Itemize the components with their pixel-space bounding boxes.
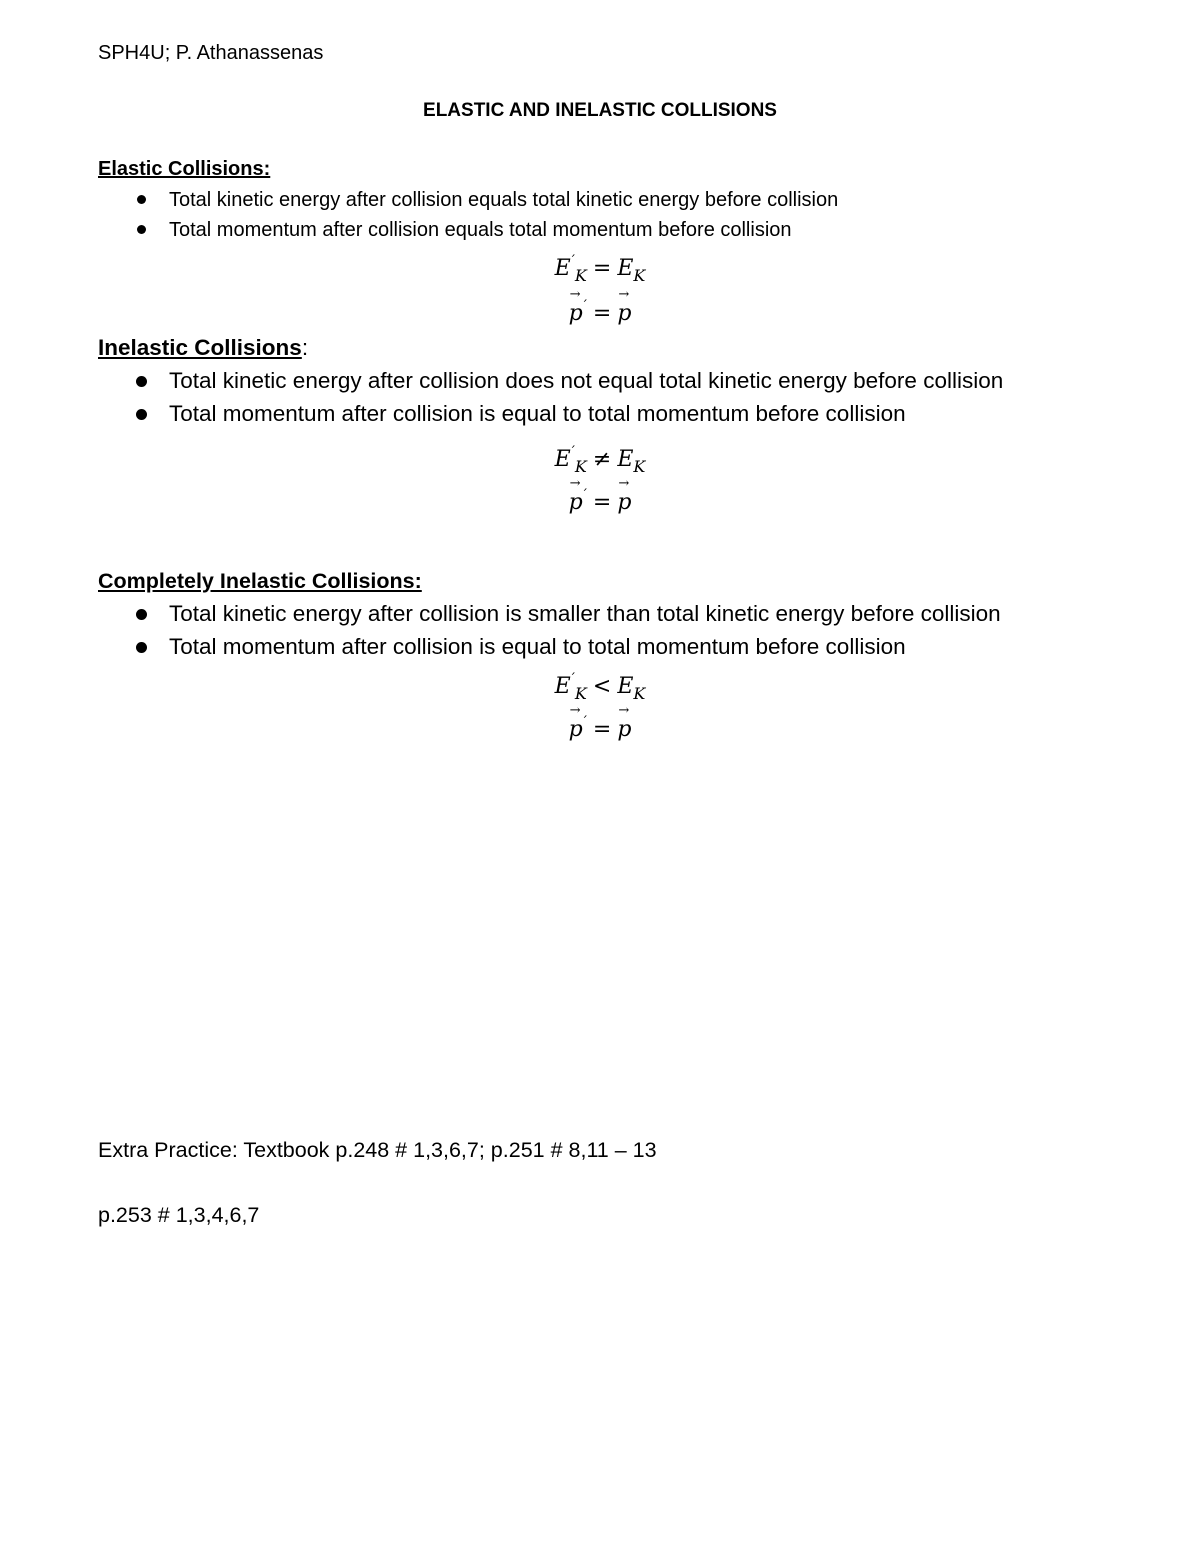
list-item: [130, 631, 1001, 664]
bullet-icon: [137, 225, 146, 234]
eq-vector-symbol: → p: [569, 717, 583, 742]
equation-kinetic-energy: [0, 444, 1200, 476]
eq-subscript: K: [574, 266, 587, 285]
list-item: [130, 185, 838, 215]
eq-prime: ′: [571, 671, 575, 687]
eq-prime: ′: [583, 714, 587, 730]
completely-inelastic-bullet-list: [130, 598, 1001, 663]
bullet-text: Total kinetic energy after collision is smaller than total kinetic energy before collision: [169, 601, 1001, 626]
list-item: [130, 598, 1001, 631]
eq-subscript: K: [633, 266, 646, 285]
heading-text: Elastic Collisions:: [98, 158, 271, 180]
bullet-text: Total kinetic energy after collision equals total kinetic energy before collision: [169, 189, 839, 211]
eq-vector-symbol: → p: [569, 301, 583, 326]
heading-text: Inelastic Collisions: [98, 335, 302, 360]
bullet-text: Total momentum after collision is equal to total momentum before collision: [169, 633, 906, 659]
eq-subscript: K: [574, 684, 587, 703]
page-title: ELASTIC AND INELASTIC COLLISIONS: [423, 100, 777, 121]
eq-symbol: E: [617, 447, 634, 472]
heading-suffix: :: [301, 335, 309, 360]
eq-symbol: E: [617, 256, 634, 281]
eq-relation: <: [592, 674, 612, 699]
inelastic-bullet-list: [130, 365, 1003, 430]
extra-practice-line: Extra Practice: Textbook p.248 # 1,3,6,7; p.251 # 8,11 – 13: [98, 1138, 657, 1162]
section-heading-elastic: [98, 158, 270, 181]
eq-relation: ≠: [592, 447, 612, 472]
eq-subscript: K: [633, 684, 646, 703]
bullet-icon: [136, 642, 147, 653]
equation-kinetic-energy: [0, 253, 1200, 285]
eq-prime: ′: [571, 253, 575, 269]
eq-symbol: E: [617, 674, 634, 699]
eq-vector-symbol: → p: [617, 717, 631, 742]
eq-relation: =: [592, 301, 612, 326]
list-item: [130, 398, 1003, 431]
list-item: [130, 365, 1003, 398]
section-heading-inelastic: [98, 335, 308, 361]
eq-symbol: E: [554, 256, 571, 281]
eq-subscript: K: [574, 457, 587, 476]
bullet-icon: [136, 376, 147, 387]
equation-kinetic-energy: [0, 671, 1200, 703]
eq-relation: =: [592, 717, 612, 742]
eq-prime: ′: [583, 487, 587, 503]
bullet-text: Total kinetic energy after collision does not equal total kinetic energy before collision: [169, 368, 1004, 393]
section-heading-completely-inelastic: [98, 569, 422, 594]
equation-momentum: [0, 487, 1200, 515]
eq-relation: =: [592, 490, 612, 515]
eq-subscript: K: [633, 457, 646, 476]
eq-vector-symbol: → p: [617, 301, 631, 326]
bullet-icon: [137, 195, 146, 204]
bullet-icon: [136, 409, 147, 420]
extra-practice-line: p.253 # 1,3,4,6,7: [98, 1203, 260, 1227]
bullet-icon: [136, 609, 147, 620]
bullet-text: Total momentum after collision equals total momentum before collision: [169, 219, 792, 241]
eq-prime: ′: [583, 298, 587, 314]
bullet-text: Total momentum after collision is equal to total momentum before collision: [169, 400, 906, 426]
elastic-bullet-list: [130, 185, 838, 245]
eq-prime: ′: [571, 444, 575, 460]
eq-vector-symbol: → p: [569, 490, 583, 515]
heading-text: Completely Inelastic Collisions:: [98, 569, 422, 593]
eq-relation: =: [592, 256, 612, 281]
equation-momentum: [0, 298, 1200, 326]
eq-symbol: E: [554, 674, 571, 699]
list-item: [130, 215, 838, 245]
eq-symbol: E: [554, 447, 571, 472]
eq-vector-symbol: → p: [617, 490, 631, 515]
document-header: SPH4U; P. Athanassenas: [98, 42, 324, 64]
equation-momentum: [0, 714, 1200, 742]
